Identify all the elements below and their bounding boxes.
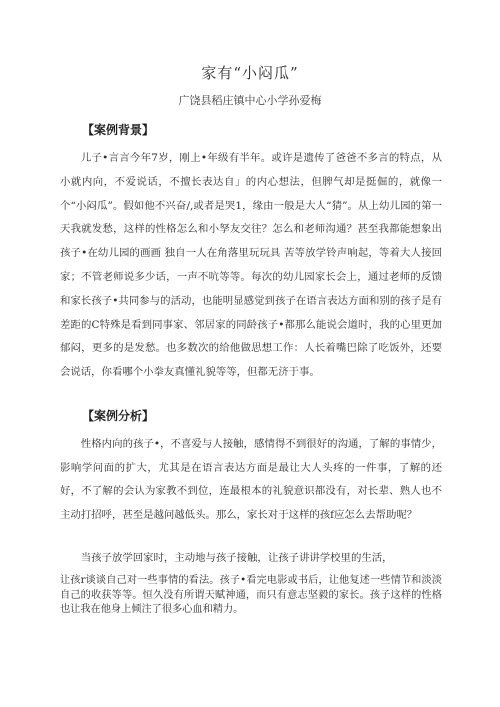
- background-paragraph: 儿子•言言今年7岁，刚上•年级有半年。或许是遗传了爸爸不多言的特点，从小就内向，不爱说话，不擅长表达自」的内心想法，但脾气却是挺倔的，就像一个“小闷瓜”。假如他不兴奋/,或者是哭1，缘由一般是大人“猜”。从上幼儿园的第一天我就发愁，这样的性格怎么和小孥友交往？怎么和老师沟通？甚至我都能想象出孩子•在幼儿园的画画 独自一人在角落里玩玩具 苦等放学铃声响起，等着大人接回家；不管老师说多少话，一声不吭等等。每次的幼儿园家长会上，通过老师的反馈和家长孩子•共同参与的活动，也能明显感觉到孩子在语言表达方面和别的孩子是有差距的C特殊是看到同事家、邻居家的同龄孩子•都那么能说会道时，我的心里更加郁闷，更多的是发愁。也多数次的给他做思想工作：人长着嘴巴除了吃饭外，还要会说话，你看哪个小拳友真懂礼貌等等，但都无济于事。: [60, 152, 442, 379]
- analysis-paragraph-2: 当孩子放学回家时，主动地与孩子接触，让孩子讲讲学校里的生活，: [80, 552, 393, 564]
- document-title: 家有“小闷瓜”: [201, 64, 299, 82]
- section-heading-analysis: 【案例分析】: [82, 409, 155, 423]
- section-heading-background: 【案例背景】: [82, 123, 155, 137]
- analysis-paragraph-3: 让孩r谈谈自己对一些事情的看法。孩子•看完电影或书后，让他复述一些情节和淡淡自己的收获等等。恒久没有所谓天赋神通，而只有意志坚毅的家长。孩子这样的性格也让我在他身上倾注了很多心血和精力。: [60, 575, 442, 615]
- analysis-paragraph-1: 性格内向的孩子•，不喜爱与人接触，感情得不到很好的沟通，了解的事情少，影响学问面的扩大，尤其是在语言表达方面是最让大人头疼的一件事，了解的还好，不了解的会认为家教不到位，连最根本的礼貌意识都没有，对长辈、熟人也不主动打招呼，甚至是越问越低头。那么，家长对于这样的孩f应怎么去帮助呢？: [60, 438, 442, 521]
- author-line: 广饶县稻庄镇中心小学孙爱梅: [178, 94, 322, 107]
